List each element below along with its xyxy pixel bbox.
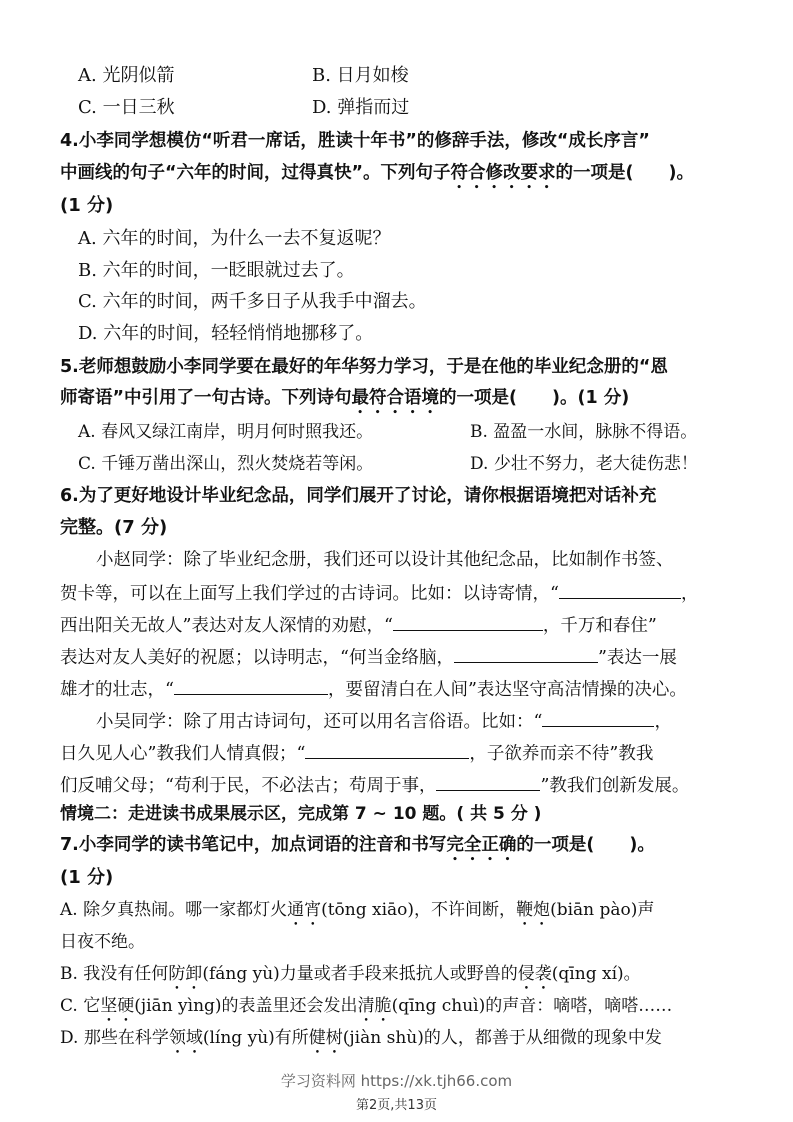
q7-dotted-word: 清脆 — [357, 996, 392, 1016]
q4-option-b: B. 六年的时间，一眨眼就过去了。 — [78, 260, 355, 281]
q6-paragraph1-line4 — [60, 644, 677, 670]
q7-option-d — [60, 1026, 662, 1058]
q6-text: ，子欲养而亲不待”教我 — [469, 744, 654, 764]
watermark: 学习资料网 https://xk.tjh66.com — [280, 1072, 513, 1090]
q7-dotted-word: 领域 — [168, 1028, 203, 1048]
q6-text: ， — [654, 712, 672, 732]
q6-text: ，要留清白在人间”表达坚守高洁情操的决心。 — [327, 680, 687, 700]
q7-pinyin: (biān pào)声 — [550, 900, 655, 920]
q6-stem-line2: 完整。(7 分) — [60, 517, 168, 538]
q4-emphasis-text: 符合修改要求 — [450, 163, 556, 183]
q5-stem-line2 — [60, 386, 629, 418]
q7-pinyin: (jiān yìng)的表盖里还会发出 — [134, 996, 358, 1016]
q6-paragraph2-line2 — [60, 740, 653, 766]
q6-blank-1[interactable] — [559, 580, 681, 599]
q5-stem-text: 师寄语”中引用了一句古诗。下列诗句 — [60, 388, 352, 408]
q6-text: ”表达一展 — [597, 648, 677, 668]
q5-option-a: A. 春风又绿江南岸，明月何时照我还。 — [78, 422, 374, 442]
q6-text: ”教我们创新发展。 — [540, 776, 690, 796]
q7-pinyin: (jiàn shù)的人，都善于从细微的现象中发 — [342, 1028, 662, 1048]
q7-text: B. 我没有任何 — [60, 964, 169, 984]
q6-blank-5[interactable] — [542, 708, 654, 727]
q4-option-d: D. 六年的时间，轻轻悄悄地挪移了。 — [78, 323, 374, 344]
q6-blank-4[interactable] — [174, 676, 328, 695]
q3-option-b: B. 日月如梭 — [312, 65, 409, 86]
q7-option-b — [60, 962, 641, 994]
q5-option-c: C. 千锤万凿出深山，烈火焚烧若等闲。 — [78, 454, 374, 474]
q7-pinyin: (líng yù)有所 — [202, 1028, 309, 1048]
q6-text: 日久见人心”教我们人情真假；“ — [60, 744, 306, 764]
q4-score: (1 分) — [60, 195, 114, 216]
q7-dotted-word: 鞭炮 — [516, 900, 551, 920]
q7-stem-answer-slot: 的一项是( )。 — [516, 835, 655, 855]
q4-stem-answer-slot: 的一项是( )。 — [555, 163, 695, 183]
q6-text: 表达对友人美好的祝愿；以诗明志，“何当金络脑， — [60, 648, 454, 668]
q5-option-b: B. 盈盈一水间，脉脉不得语。 — [470, 422, 698, 442]
q7-option-c — [60, 994, 672, 1026]
q6-text: 们反哺父母；“苟利于民，不必法古；苟周于事， — [60, 776, 437, 796]
q7-score: (1 分) — [60, 867, 114, 888]
q6-text: 小吴同学：除了用古诗词句，还可以用名言俗语。比如：“ — [96, 712, 543, 732]
q6-paragraph1-line2 — [60, 580, 698, 606]
q7-pinyin: (fáng yù)力量或者手段来抵抗人或野兽的 — [202, 964, 518, 984]
q6-paragraph1-line1: 小赵同学：除了毕业纪念册，我们还可以设计其他纪念品，比如制作书签、 — [96, 550, 674, 570]
q7-pinyin: (tōng xiāo)，不许间断， — [321, 900, 517, 920]
q6-text: 雄才的壮志，“ — [60, 680, 174, 700]
q5-stem-answer-slot: 的一项是( )。(1 分) — [439, 388, 630, 408]
q7-option-a-line1 — [60, 898, 654, 930]
q6-blank-6[interactable] — [305, 740, 469, 759]
q7-text: D. 那些在科学 — [60, 1028, 169, 1048]
q6-blank-7[interactable] — [436, 772, 540, 791]
section-heading: 情境二：走进读书成果展示区，完成第 7 ~ 10 题。( 共 5 分 ) — [60, 804, 542, 824]
q7-text: C. 它 — [60, 996, 101, 1016]
q6-paragraph1-line3 — [60, 612, 657, 638]
q7-stem-line1 — [60, 833, 655, 865]
q7-emphasis-text: 完全正确 — [446, 835, 517, 855]
q7-text: A. 除夕真热闹。哪一家都灯火 — [60, 900, 288, 920]
q5-stem-line1: 5.老师想鼓励小李同学要在最好的年华努力学习，于是在他的毕业纪念册的“恩 — [60, 357, 668, 377]
q7-option-a-line2: 日夜不绝。 — [60, 932, 145, 952]
q6-text: 西出阳关无故人”表达对友人深情的劝慰，“ — [60, 616, 393, 636]
q6-blank-3[interactable] — [454, 644, 598, 663]
q7-stem-text: 7.小李同学的读书笔记中，加点词语的注音和书写 — [60, 835, 447, 855]
q6-paragraph1-line5 — [60, 676, 687, 702]
q5-option-d: D. 少壮不努力，老大徒伤悲！ — [470, 454, 698, 474]
q3-option-c: C. 一日三秋 — [78, 97, 175, 118]
q7-dotted-word: 健树 — [308, 1028, 343, 1048]
page-number: 第2页,共13页 — [356, 1098, 437, 1113]
q7-dotted-word: 通宵 — [287, 900, 322, 920]
q3-option-d: D. 弹指而过 — [312, 97, 410, 118]
q5-emphasis-text: 最符合语境 — [351, 388, 440, 408]
q4-option-a: A. 六年的时间，为什么一去不复返呢？ — [78, 228, 391, 249]
q6-blank-2[interactable] — [393, 612, 543, 631]
q4-stem-line2 — [60, 161, 694, 193]
q6-paragraph2-line1 — [96, 708, 672, 734]
q6-text: ， — [680, 584, 699, 604]
q3-option-a: A. 光阴似箭 — [78, 65, 175, 86]
q7-dotted-word: 坚硬 — [100, 996, 135, 1016]
q7-pinyin: (qīng xí)。 — [551, 964, 641, 984]
q4-stem-text: 中画线的句子“六年的时间，过得真快”。下列句子 — [60, 163, 451, 183]
q6-text: ，千万和春住” — [542, 616, 657, 636]
q4-stem-line1: 4.小李同学想模仿“听君一席话，胜读十年书”的修辞手法，修改“成长序言” — [60, 131, 650, 151]
q7-dotted-word: 防卸 — [168, 964, 203, 984]
q7-pinyin: (qīng chuì)的声音：嘀嗒，嘀嗒…… — [391, 996, 673, 1016]
q6-text: 贺卡等，可以在上面写上我们学过的古诗词。比如：以诗寄情，“ — [60, 584, 559, 604]
q6-paragraph2-line3 — [60, 772, 689, 798]
q6-stem-line1: 6.为了更好地设计毕业纪念品，同学们展开了讨论，请你根据语境把对话补充 — [60, 486, 657, 506]
q7-dotted-word: 侵袭 — [517, 964, 552, 984]
q4-option-c: C. 六年的时间，两千多日子从我手中溜去。 — [78, 291, 427, 312]
